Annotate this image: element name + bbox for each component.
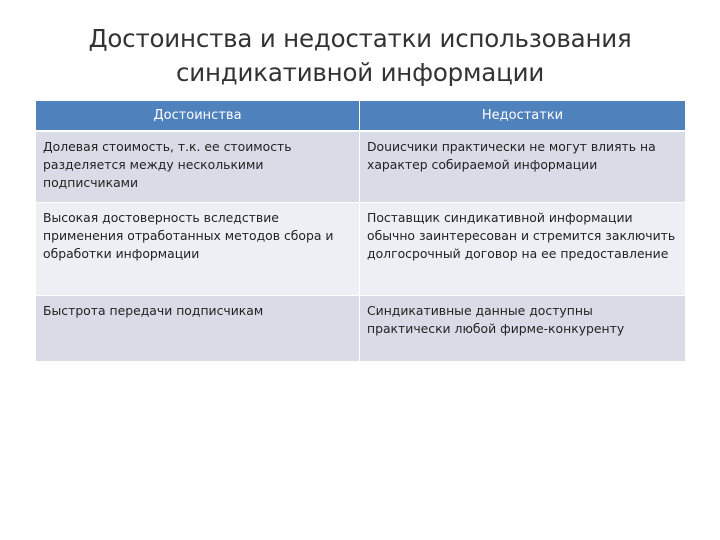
table-cell-disadvantage: Поставщик синдикативной информации обычно заинтересован и стремится заключить долгосрочный договор на ее предоставление bbox=[360, 203, 685, 296]
comparison-table-container bbox=[36, 101, 685, 362]
table-cell-disadvantage: Синдикативные данные доступны практически любой фирме-конкуренту bbox=[360, 296, 685, 362]
slide-title-line-2: синдикативной информации bbox=[175, 58, 545, 87]
slide-title bbox=[60, 22, 660, 90]
table-header-row bbox=[36, 101, 685, 132]
table-row bbox=[36, 296, 685, 362]
slide-title-line-1: Достоинства и недостатки использования bbox=[88, 24, 632, 53]
column-header-advantages: Достоинства bbox=[36, 101, 360, 132]
table-row bbox=[36, 203, 685, 296]
table-row bbox=[36, 132, 685, 203]
table-cell-advantage: Высокая достоверность вследствие применения отработанных методов сбора и обработки информации bbox=[36, 203, 360, 296]
comparison-table bbox=[36, 101, 685, 362]
table-cell-advantage: Долевая стоимость, т.к. ее стоимость разделяется между несколькими подписчиками bbox=[36, 132, 360, 203]
table-cell-disadvantage: Douисчики практически не могут влиять на характер собираемой информации bbox=[360, 132, 685, 203]
column-header-disadvantages: Недостатки bbox=[360, 101, 685, 132]
table-cell-advantage: Быстрота передачи подписчикам bbox=[36, 296, 360, 362]
